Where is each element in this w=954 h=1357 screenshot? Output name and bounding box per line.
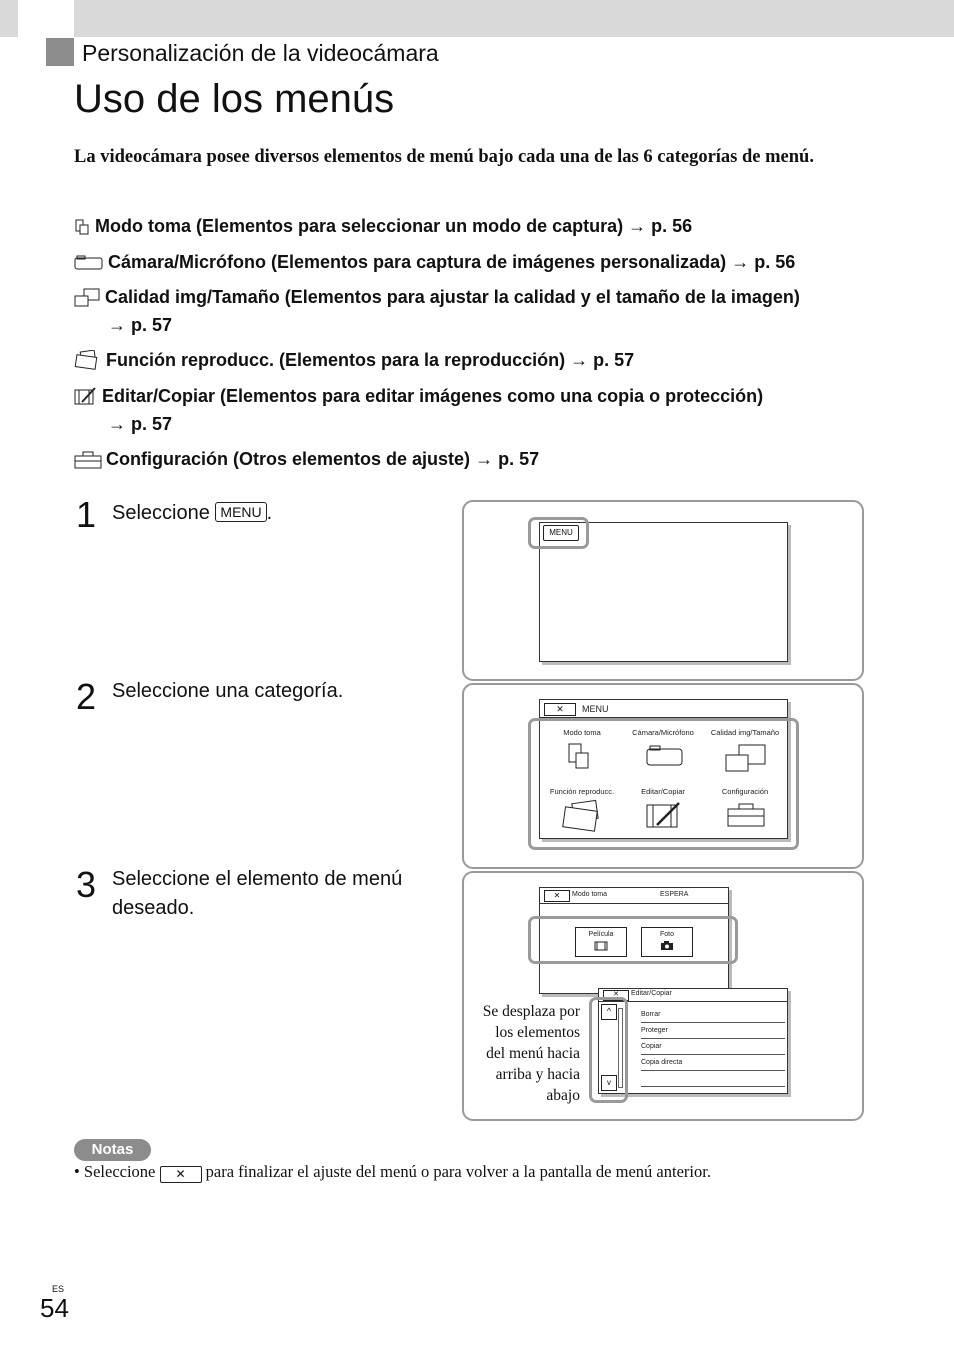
step-1-number: 1 — [76, 494, 97, 535]
edit-copy-icon — [74, 386, 98, 406]
menu-cat-quality[interactable]: Calidad img/Tamaño — [710, 728, 780, 737]
page-ref: p. 57 — [498, 449, 540, 469]
scroll-down-button[interactable]: v — [601, 1075, 617, 1091]
arrow: → — [731, 252, 750, 272]
step-3-text-line2: deseado. — [112, 897, 195, 919]
arrow: → — [108, 315, 126, 335]
caption-line: del menú hacia — [486, 1045, 580, 1062]
caption-line: Se desplaza por — [482, 1003, 580, 1020]
page-ref: p. 57 — [593, 350, 635, 370]
note-item: • Seleccione ✕ para finalizar el ajuste del menú o para volver a la pantalla de menú anterior. — [74, 1162, 711, 1181]
shooting-mode-icon — [74, 219, 91, 236]
header-bar — [0, 0, 954, 37]
step-3-text-line1: Seleccione el elemento de menú — [112, 868, 403, 890]
category-label: Editar/Copiar (Elementos para editar imágenes como una copia o protección) — [102, 386, 764, 406]
menu-cat-shooting[interactable]: Modo toma — [563, 728, 601, 737]
caption-line: los elementos — [495, 1024, 580, 1041]
screen-3-title: Modo toma — [572, 891, 608, 898]
highlight-menu-button — [528, 517, 589, 549]
status-text: ESPERA — [660, 891, 689, 898]
menu-cat-setup[interactable]: Configuración — [721, 787, 769, 796]
close-icon: ✕ — [160, 1166, 202, 1183]
page-ref: p. 57 — [131, 315, 173, 335]
note-text-before: Seleccione — [83, 1162, 156, 1181]
close-icon[interactable]: ✕ — [544, 890, 570, 902]
intro-text: La videocámara posee diversos elementos de menú bajo cada una de las 6 categorías de menú. — [74, 147, 814, 167]
category-image-quality — [74, 283, 874, 311]
arrow: → — [108, 414, 126, 434]
menu-cat-edit[interactable]: Editar/Copiar — [641, 787, 685, 796]
step-1-label: Seleccione — [112, 502, 210, 524]
camera-mic-icon — [74, 255, 104, 272]
header-tab — [18, 0, 74, 37]
submenu-item[interactable]: Copiar — [641, 1040, 785, 1055]
category-image-quality-ref — [108, 311, 172, 339]
screen-menu-button[interactable]: MENU — [543, 525, 579, 541]
close-icon[interactable]: ✕ — [603, 990, 629, 1001]
menu-cat-playback[interactable]: Función reproducc. — [549, 787, 615, 796]
language-code: ES — [52, 1284, 65, 1294]
caption-line: arriba y hacia — [495, 1066, 580, 1083]
page-ref: p. 56 — [651, 216, 693, 236]
screen-2-titlebar — [540, 700, 787, 718]
submenu-title: Editar/Copiar — [631, 990, 672, 997]
page-title: Uso de los menús — [74, 77, 395, 121]
page-ref: p. 56 — [754, 252, 796, 272]
menu-key: MENU — [215, 502, 266, 522]
screen-2-title: MENU — [582, 704, 609, 714]
category-edit-copy — [74, 382, 874, 410]
section-title: Personalización de la videocámara — [82, 40, 439, 66]
highlight-scroll — [589, 997, 628, 1103]
step-1-period: . — [266, 502, 273, 524]
photo-label: Foto — [659, 931, 674, 938]
scroll-up-button[interactable]: ^ — [601, 1004, 617, 1020]
arrow: → — [475, 449, 494, 469]
submenu-item[interactable]: Copia directa — [641, 1056, 785, 1071]
category-edit-copy-ref — [108, 410, 172, 438]
category-label: Modo toma (Elementos para seleccionar un modo de captura) — [95, 216, 624, 236]
category-playback — [74, 346, 634, 374]
category-setup — [74, 445, 539, 473]
submenu-item[interactable]: Proteger — [641, 1024, 785, 1039]
category-shooting-mode — [74, 212, 692, 240]
close-icon[interactable]: ✕ — [544, 703, 576, 716]
caption-line: abajo — [546, 1087, 580, 1104]
playback-icon — [74, 350, 102, 370]
note-text-after: para finalizar el ajuste del menú o para volver a la pantalla de menú anterior. — [205, 1162, 711, 1181]
category-label: Configuración (Otros elementos de ajuste) — [106, 449, 471, 469]
image-quality-icon — [74, 288, 101, 307]
page-number: 54 — [40, 1293, 69, 1323]
step-2-text: Seleccione una categoría. — [112, 680, 344, 702]
highlight-categories — [528, 718, 799, 850]
notes-badge: Notas — [74, 1139, 151, 1161]
submenu-item[interactable]: Borrar — [641, 1008, 785, 1023]
submenu-divider — [641, 1086, 785, 1087]
arrow: → — [628, 216, 647, 236]
scroll-caption — [470, 1001, 580, 1106]
category-camera-mic — [74, 248, 795, 276]
movie-label: Película — [588, 931, 614, 938]
category-label: Función reproducc. (Elementos para la reproducción) — [106, 350, 566, 370]
section-marker — [46, 38, 74, 66]
category-label: Cámara/Micrófono (Elementos para captura de imágenes personalizada) — [108, 252, 727, 272]
category-label: Calidad img/Tamaño (Elementos para ajustar la calidad y el tamaño de la imagen) — [105, 287, 800, 307]
arrow: → — [570, 350, 589, 370]
step-1-text — [112, 499, 272, 528]
menu-cat-camera[interactable]: Cámara/Micrófono — [632, 728, 694, 737]
step-3-number: 3 — [76, 864, 97, 905]
step-2-number: 2 — [76, 676, 97, 717]
highlight-options — [528, 916, 738, 964]
page-ref: p. 57 — [131, 414, 173, 434]
setup-toolbox-icon — [74, 451, 102, 469]
